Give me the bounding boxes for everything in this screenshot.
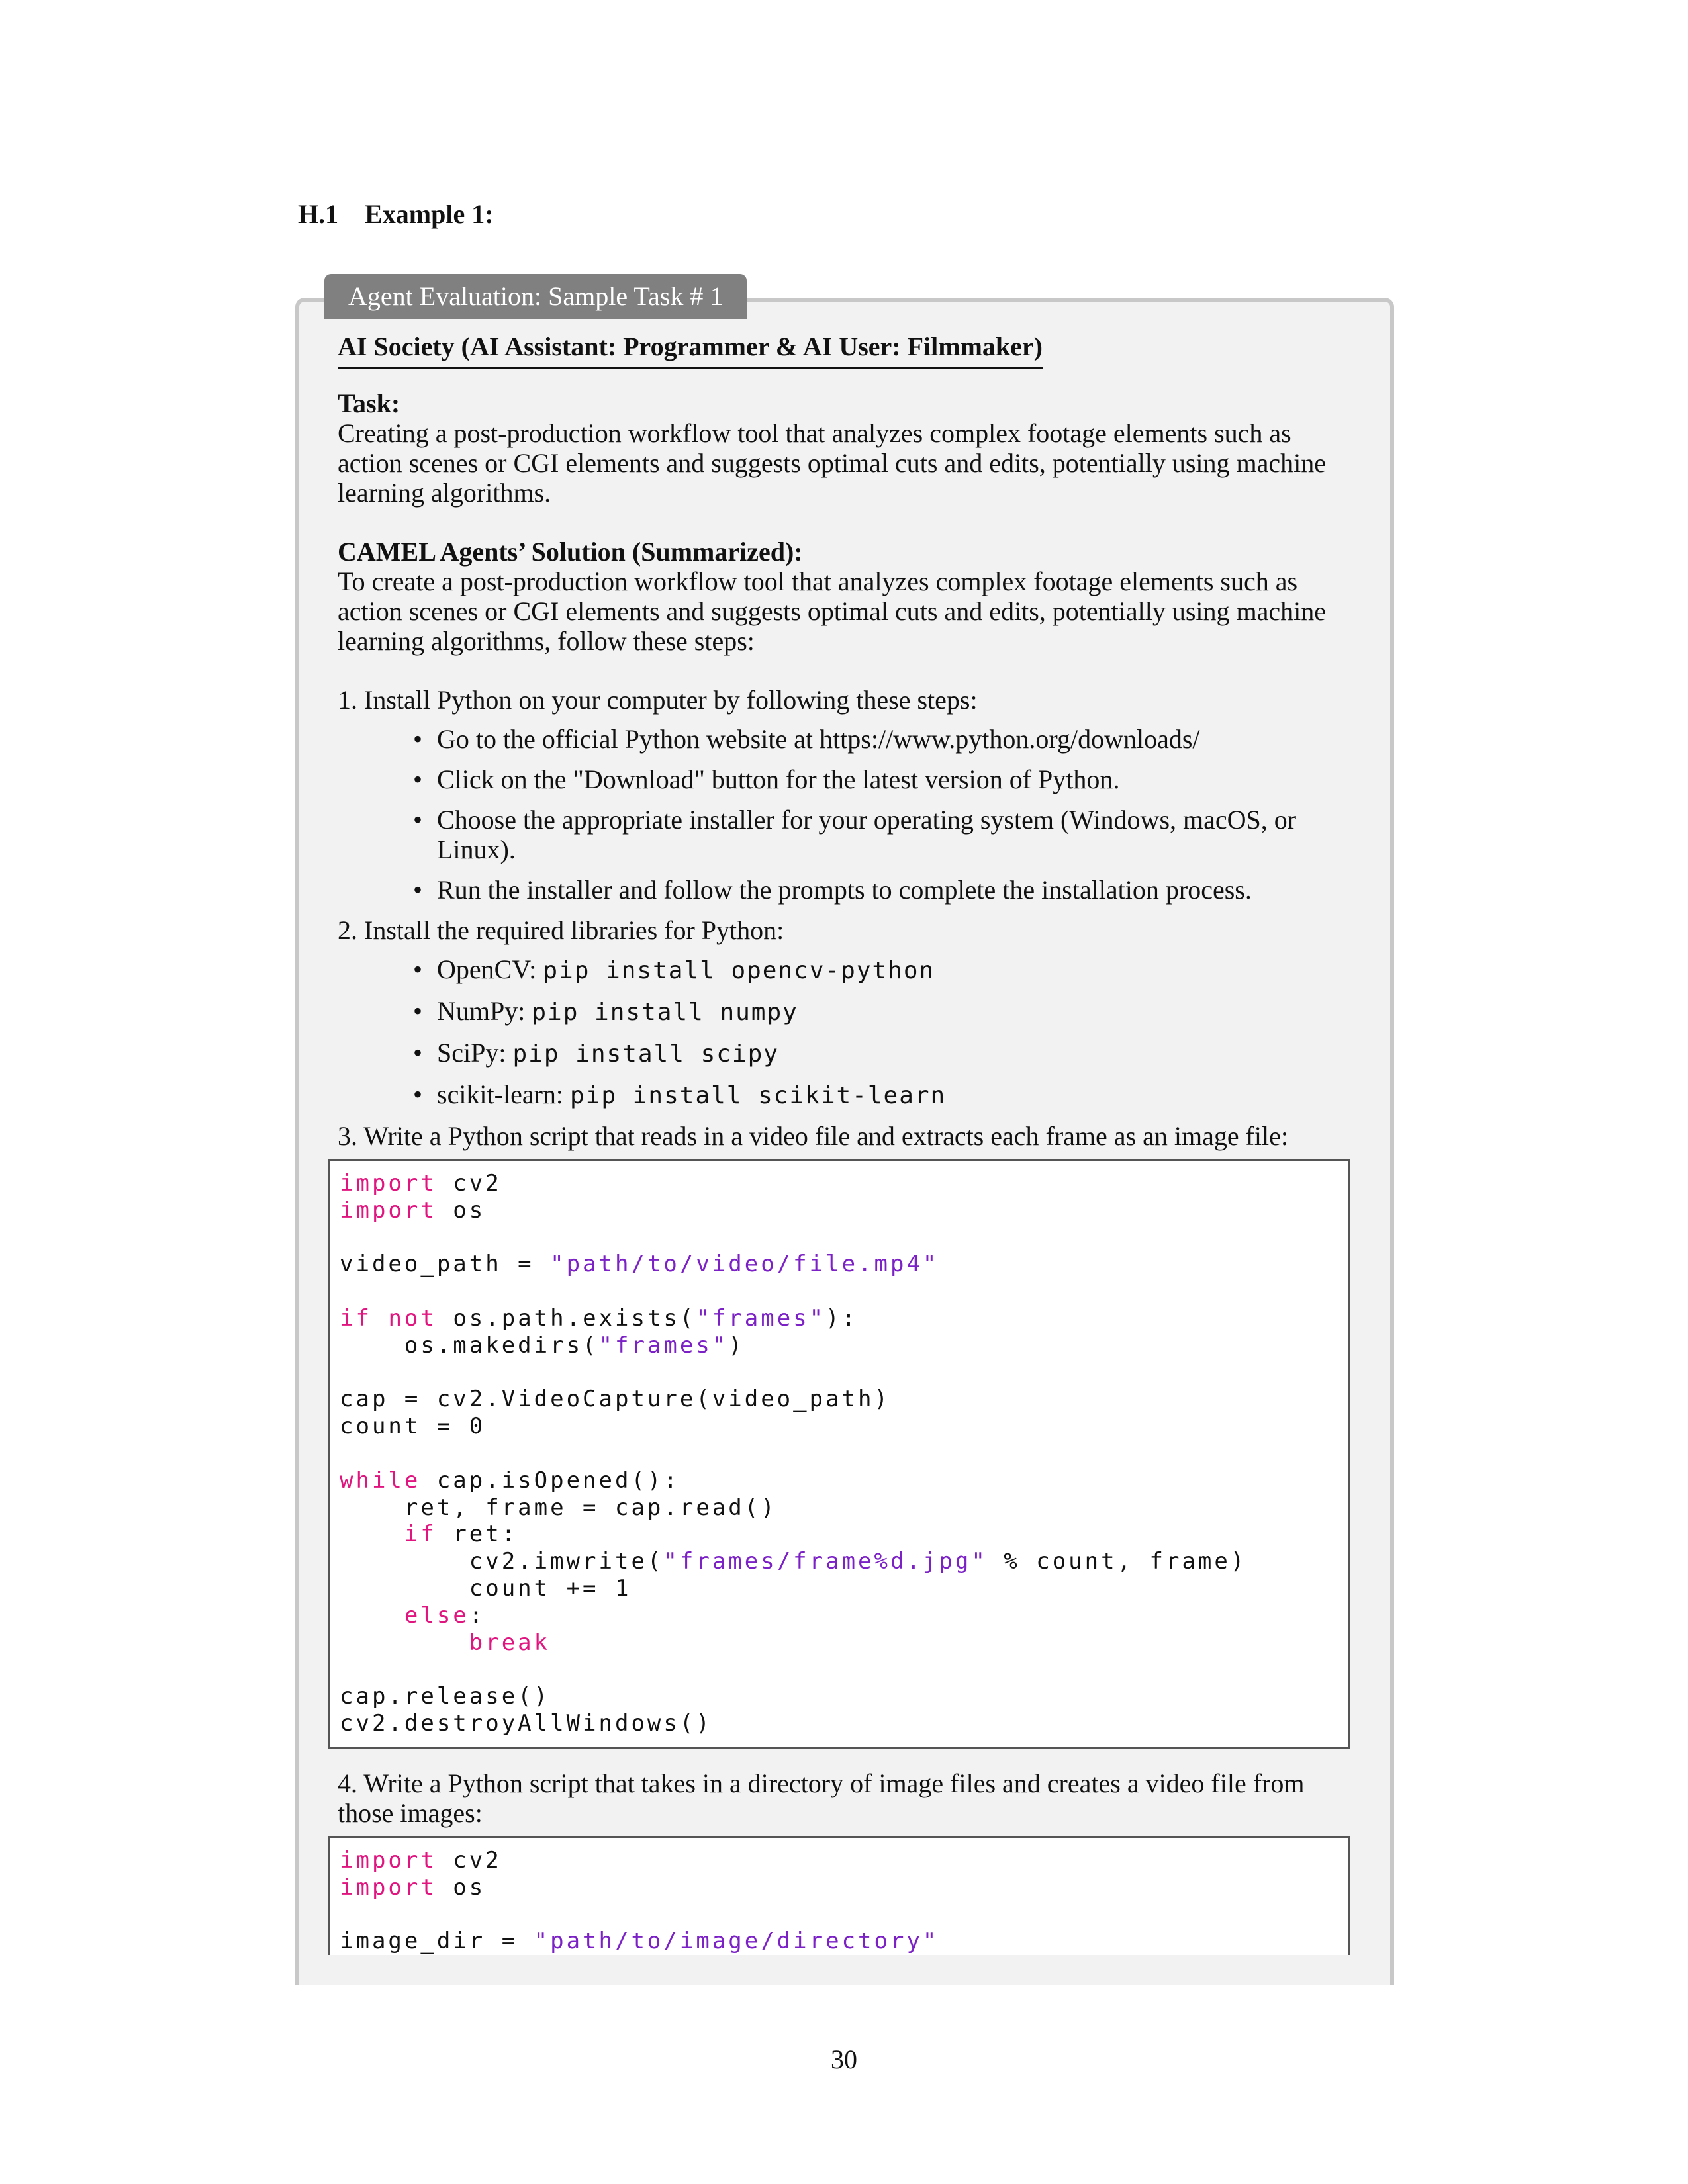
code-text: ret, frame = cap.read() xyxy=(340,1494,777,1521)
code-text: cap = cv2.VideoCapture(video_path) xyxy=(340,1386,890,1413)
install-command: pip install numpy xyxy=(532,999,798,1026)
task-heading: Task: xyxy=(338,388,400,418)
step-text: 4. Write a Python script that takes in a directory of image files and creates a video file from those images: xyxy=(338,1768,1305,1828)
library-name: NumPy: xyxy=(437,996,526,1026)
list-item xyxy=(413,764,1354,794)
code-line xyxy=(340,1847,1348,1874)
bullet-icon: • xyxy=(413,805,423,835)
code-keyword: while xyxy=(340,1467,421,1494)
code-keyword: import xyxy=(340,1846,437,1874)
code-line xyxy=(340,1575,1348,1602)
code-line xyxy=(340,1413,1348,1440)
code-line xyxy=(340,1494,1348,1522)
code-line xyxy=(340,1224,1348,1251)
code-line xyxy=(340,1278,1348,1305)
task-text: Creating a post-production workflow tool that analyzes complex footage elements such as action scenes or CGI elements and suggests optimal cuts and edits, potentially using machine learning algorithms. xyxy=(338,418,1327,508)
step-item xyxy=(338,915,1354,1111)
solution-heading: CAMEL Agents’ Solution (Summarized): xyxy=(338,537,803,567)
code-keyword: if xyxy=(340,1304,372,1332)
section-title: Example 1: xyxy=(365,199,494,229)
list-item xyxy=(413,996,1354,1027)
list-item-text: Choose the appropriate installer for your operating system (Windows, macOS, or Linux). xyxy=(437,805,1297,864)
code-line xyxy=(340,1386,1348,1413)
box-title: AI Society (AI Assistant: Programmer & AI User: Filmmaker) xyxy=(338,331,1043,369)
code-text: cv2 xyxy=(436,1170,502,1197)
code-line xyxy=(340,1467,1348,1494)
code-text: count = 0 xyxy=(340,1413,486,1440)
bullet-icon: • xyxy=(413,1079,423,1109)
code-text: % count, frame) xyxy=(987,1548,1247,1575)
library-name: SciPy: xyxy=(437,1038,506,1068)
code-text: ): xyxy=(825,1304,859,1332)
code-line xyxy=(340,1359,1348,1387)
box-bottom-fade xyxy=(295,1957,1394,1985)
code-text: : xyxy=(469,1602,486,1629)
install-command: pip install scipy xyxy=(512,1040,779,1068)
code-text: cv2 xyxy=(436,1846,502,1874)
code-line xyxy=(340,1928,1348,1955)
code-line xyxy=(340,1710,1348,1737)
code-keyword: else xyxy=(404,1602,469,1629)
code-line xyxy=(340,1901,1348,1928)
code-keyword: break xyxy=(469,1629,551,1656)
code-line xyxy=(340,1548,1348,1575)
bullet-list xyxy=(338,724,1354,905)
bullet-icon: • xyxy=(413,954,423,984)
code-text: cap.release() xyxy=(340,1683,551,1710)
code-text: cv2.destroyAllWindows() xyxy=(340,1709,712,1737)
code-line xyxy=(340,1629,1348,1657)
code-text xyxy=(340,1629,469,1656)
library-name: OpenCV: xyxy=(437,954,537,984)
box-tab-label: Agent Evaluation: Sample Task # 1 xyxy=(324,274,747,319)
list-item xyxy=(413,875,1354,905)
code-text: cap.isOpened(): xyxy=(420,1467,680,1494)
list-item xyxy=(413,954,1354,985)
code-keyword: import xyxy=(340,1170,437,1197)
list-item xyxy=(413,1079,1354,1111)
code-string: "frames" xyxy=(696,1304,826,1332)
code-line xyxy=(340,1197,1348,1224)
code-block-extract-frames xyxy=(328,1159,1350,1749)
section-number: H.1 xyxy=(298,199,339,229)
code-line xyxy=(340,1874,1348,1901)
code-line xyxy=(340,1602,1348,1629)
list-item-text: Run the installer and follow the prompts to complete the installation process. xyxy=(437,875,1252,905)
library-name: scikit-learn: xyxy=(437,1079,564,1109)
code-keyword: not xyxy=(388,1304,437,1332)
step-item xyxy=(338,1768,1354,1955)
step-item xyxy=(338,1121,1354,1749)
code-string: "frames/frame%d.jpg" xyxy=(663,1548,988,1575)
code-line xyxy=(340,1683,1348,1710)
step-text: 1. Install Python on your computer by following these steps: xyxy=(338,685,978,715)
step-item xyxy=(338,685,1354,905)
list-item-text: Click on the "Download" button for the latest version of Python. xyxy=(437,764,1120,794)
install-command: pip install scikit-learn xyxy=(570,1082,947,1109)
list-item-text: Go to the official Python website at https://www.python.org/downloads/ xyxy=(437,724,1200,754)
page-number: 30 xyxy=(831,2044,857,2074)
code-text: video_path = xyxy=(340,1251,551,1278)
code-line xyxy=(340,1170,1348,1197)
code-line xyxy=(340,1251,1348,1278)
bullet-icon: • xyxy=(413,1038,423,1068)
steps-list xyxy=(338,685,1354,1955)
code-text xyxy=(372,1305,388,1332)
code-string: "path/to/video/file.mp4" xyxy=(550,1251,939,1278)
code-keyword: if xyxy=(404,1521,437,1548)
code-line xyxy=(340,1656,1348,1683)
bullet-icon: • xyxy=(413,996,423,1026)
code-line xyxy=(340,1332,1348,1359)
bullet-icon: • xyxy=(413,764,423,794)
code-keyword: import xyxy=(340,1197,437,1224)
bullet-icon: • xyxy=(413,724,423,754)
code-text: ret: xyxy=(436,1521,518,1548)
code-text xyxy=(340,1521,404,1547)
library-list xyxy=(338,954,1354,1111)
code-string: "frames" xyxy=(598,1332,729,1359)
code-text: os.path.exists( xyxy=(436,1304,696,1332)
list-item xyxy=(413,724,1354,754)
code-text: cv2.imwrite( xyxy=(340,1548,664,1575)
code-text: image_dir = xyxy=(340,1928,534,1955)
bullet-icon: • xyxy=(413,875,423,905)
list-item xyxy=(413,1038,1354,1069)
code-text xyxy=(340,1602,404,1629)
step-text: 3. Write a Python script that reads in a video file and extracts each frame as an image file: xyxy=(338,1121,1288,1151)
code-text: ) xyxy=(728,1332,745,1359)
section-heading xyxy=(298,199,494,230)
code-line xyxy=(340,1521,1348,1548)
code-text: os.makedirs( xyxy=(340,1332,599,1359)
box-content xyxy=(338,331,1354,1964)
solution-intro: To create a post-production workflow tool that analyzes complex footage elements such as action scenes or CGI elements and suggests optimal cuts and edits, potentially using machine learning algorithms, follow these steps: xyxy=(338,567,1327,656)
code-block-make-video xyxy=(328,1836,1350,1955)
code-keyword: import xyxy=(340,1874,437,1901)
install-command: pip install opencv-python xyxy=(543,957,935,984)
code-line xyxy=(340,1305,1348,1332)
list-item xyxy=(413,805,1354,864)
code-line xyxy=(340,1440,1348,1467)
code-text: os xyxy=(436,1874,486,1901)
code-text: count += 1 xyxy=(340,1574,632,1602)
code-text: os xyxy=(436,1197,486,1224)
step-text: 2. Install the required libraries for Python: xyxy=(338,915,784,945)
code-string: "path/to/image/directory" xyxy=(534,1928,939,1955)
